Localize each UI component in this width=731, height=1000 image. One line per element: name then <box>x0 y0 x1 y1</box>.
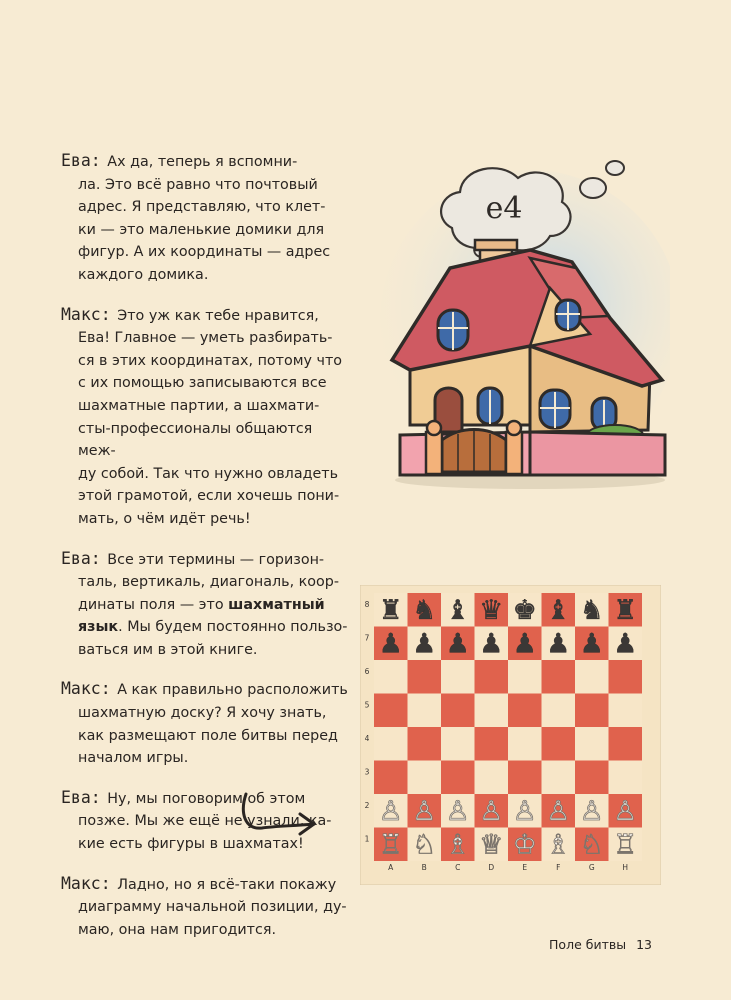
chess-piece: ♖ <box>613 829 638 861</box>
board-square <box>475 660 509 694</box>
bold-term: язык <box>78 619 119 636</box>
board-square <box>609 761 643 795</box>
line-text: ду собой. Так что нужно овладеть <box>78 465 339 482</box>
rank-label: 4 <box>364 734 370 744</box>
chess-piece: ♟ <box>412 628 437 660</box>
chess-piece: ♝ <box>445 595 470 627</box>
board-square <box>441 727 475 761</box>
board-square <box>441 761 475 795</box>
board-square <box>408 694 442 728</box>
line-text: ся в этих координатах, потому что <box>78 352 343 369</box>
chess-board <box>360 585 661 885</box>
board-square <box>441 660 475 694</box>
line-text-part: . Мы будем постоянно пользо- <box>118 619 348 636</box>
board-square <box>475 694 509 728</box>
arrow-right-icon <box>240 790 320 840</box>
window <box>540 390 570 428</box>
line-text: ваться им в этой книге. <box>78 641 258 658</box>
file-label: E <box>522 863 528 872</box>
board-square <box>542 761 576 795</box>
file-label: G <box>588 863 595 872</box>
board-square <box>408 660 442 694</box>
section-title: Поле битвы <box>549 937 627 952</box>
dialogue-line <box>61 304 351 531</box>
chess-piece: ♘ <box>579 829 604 861</box>
dialogue-line <box>61 873 351 942</box>
line-text <box>61 616 351 639</box>
dialogue-line <box>61 150 351 287</box>
fence-wall-right <box>530 432 665 475</box>
rank-label: 2 <box>364 801 370 811</box>
file-label: C <box>455 863 461 872</box>
window <box>556 300 580 330</box>
board-square <box>374 727 408 761</box>
chess-piece: ♘ <box>412 829 437 861</box>
line-text-part: динаты поля — это <box>78 596 229 613</box>
board-square <box>374 660 408 694</box>
line-text: Ладно, но я всё-таки покажу <box>117 876 337 893</box>
file-label: B <box>421 863 427 872</box>
board-square <box>508 727 542 761</box>
board-square <box>609 660 643 694</box>
chess-piece: ♙ <box>378 796 403 828</box>
board-square <box>542 660 576 694</box>
speaker-name: Ева: <box>61 548 101 568</box>
line-text: диаграмму начальной позиции, ду- <box>78 899 347 916</box>
speaker-name: Макс: <box>61 304 111 324</box>
line-text <box>61 594 351 617</box>
board-square <box>609 727 643 761</box>
line-text: Это уж как тебе нравится, <box>117 307 319 324</box>
line-text: А как правильно расположить <box>117 682 348 699</box>
board-square <box>441 694 475 728</box>
chess-piece: ♕ <box>479 829 504 861</box>
gate-post <box>426 432 442 474</box>
board-square <box>575 761 609 795</box>
board-square <box>408 761 442 795</box>
chess-piece: ♖ <box>378 829 403 861</box>
line-text: маю, она нам пригодится. <box>78 921 276 938</box>
chess-piece: ♙ <box>512 796 537 828</box>
line-text: фигур. А их координаты — адрес <box>78 244 331 261</box>
speaker-name: Макс: <box>61 679 111 699</box>
file-label: F <box>556 863 561 872</box>
board-square <box>508 694 542 728</box>
chess-piece: ♟ <box>512 628 537 660</box>
window <box>478 388 502 424</box>
chess-piece: ♟ <box>445 628 470 660</box>
chess-piece: ♟ <box>546 628 571 660</box>
line-text: шахматные партии, а шахмати- <box>78 397 320 414</box>
chess-piece: ♙ <box>546 796 571 828</box>
board-square <box>475 761 509 795</box>
line-text: этой грамотой, если хочешь пони- <box>78 488 340 505</box>
line-text: началом игры. <box>78 750 189 767</box>
dialogue-line <box>61 678 351 769</box>
file-label: A <box>388 863 394 872</box>
smoke-label: e4 <box>485 191 523 226</box>
chess-piece: ♙ <box>613 796 638 828</box>
chess-piece: ♜ <box>613 595 638 627</box>
chess-piece: ♟ <box>378 628 403 660</box>
line-text: кие есть фигуры в шахматах! <box>78 836 304 853</box>
line-text: Ева! Главное — уметь разбирать- <box>78 330 333 347</box>
rank-label: 8 <box>364 600 370 610</box>
speaker-name: Ева: <box>61 787 101 807</box>
board-square <box>374 694 408 728</box>
chess-piece: ♟ <box>613 628 638 660</box>
board-square <box>609 694 643 728</box>
chess-piece: ♙ <box>579 796 604 828</box>
board-square <box>575 727 609 761</box>
line-text: ки — это маленькие домики для <box>78 221 325 238</box>
rank-label: 6 <box>364 667 370 677</box>
board-square <box>542 727 576 761</box>
chess-piece: ♔ <box>512 829 537 861</box>
line-text: с их помощью записываются все <box>78 375 327 392</box>
line-text: сты-профессионалы общаются меж- <box>78 420 313 460</box>
rank-label: 7 <box>364 633 370 643</box>
board-square <box>508 761 542 795</box>
chess-piece: ♗ <box>445 829 470 861</box>
gate-post <box>506 432 522 474</box>
chess-piece: ♙ <box>412 796 437 828</box>
board-square <box>475 727 509 761</box>
line-text: каждого домика. <box>78 266 209 283</box>
line-text: таль, вертикаль, диагональ, коор- <box>78 574 340 591</box>
line-text: как размещают поле битвы перед <box>78 727 338 744</box>
window <box>438 310 468 350</box>
speaker-name: Ева: <box>61 151 101 170</box>
page-footer <box>549 937 652 952</box>
chess-piece: ♛ <box>479 595 504 627</box>
rank-label: 3 <box>364 767 370 777</box>
board-square <box>508 660 542 694</box>
line-text: Ну, мы поговорим об этом <box>107 790 306 807</box>
chimney-cap <box>475 240 517 250</box>
line-text: шахматную доску? Я хочу знать, <box>78 705 327 722</box>
chess-piece: ♝ <box>546 595 571 627</box>
line-text: позже. Мы же ещё не узнали, ка- <box>78 813 332 830</box>
board-square <box>575 694 609 728</box>
chess-piece: ♙ <box>479 796 504 828</box>
chess-piece: ♟ <box>479 628 504 660</box>
chess-piece: ♗ <box>546 829 571 861</box>
line-text: мать, о чём идёт речь! <box>78 510 251 527</box>
house-illustration <box>380 150 670 490</box>
chess-piece: ♚ <box>512 595 537 627</box>
chess-piece: ♙ <box>445 796 470 828</box>
rank-label: 5 <box>364 700 370 710</box>
chess-piece: ♟ <box>579 628 604 660</box>
chess-piece: ♞ <box>579 595 604 627</box>
dialogue-line <box>61 548 351 662</box>
speaker-name: Макс: <box>61 873 111 893</box>
board-square <box>542 694 576 728</box>
line-text: Ах да, теперь я вспомни- <box>107 154 298 170</box>
line-text: адрес. Я представляю, что клет- <box>78 199 326 216</box>
file-label: D <box>488 863 495 872</box>
page-number: 13 <box>636 937 652 952</box>
file-label: H <box>622 863 629 872</box>
rank-label: 1 <box>364 834 370 844</box>
line-text: ла. Это всё равно что почтовый <box>78 176 318 193</box>
chess-piece: ♜ <box>378 595 403 627</box>
chess-piece: ♞ <box>412 595 437 627</box>
board-square <box>408 727 442 761</box>
bold-term: шахматный <box>228 596 325 613</box>
board-square <box>374 761 408 795</box>
line-text: Все эти термины — горизон- <box>107 551 325 568</box>
board-square <box>575 660 609 694</box>
